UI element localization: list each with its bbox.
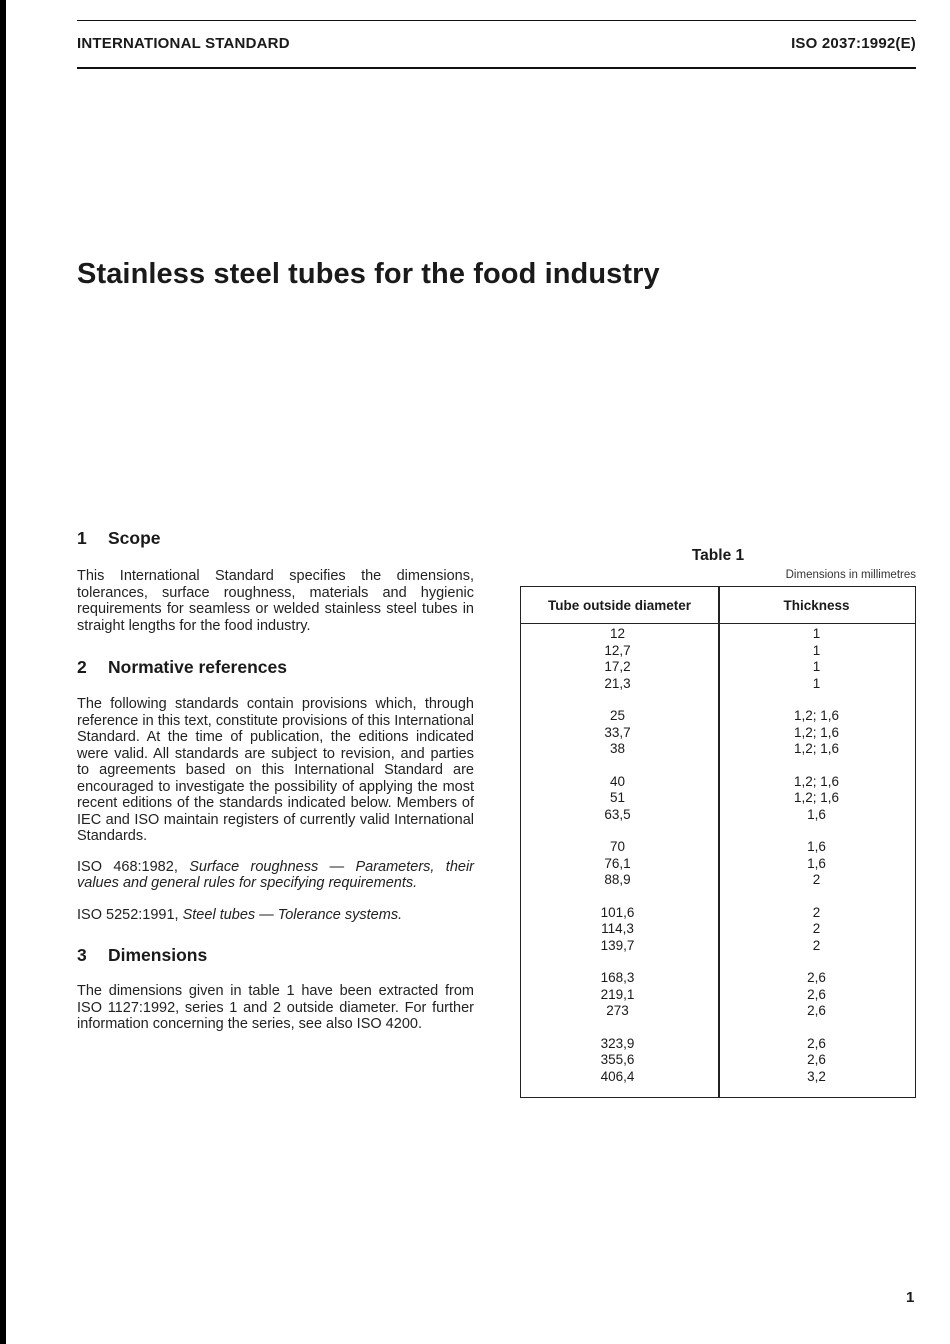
outside-diameter-cell [521, 970, 718, 1020]
thickness-value: 3,2 [807, 1068, 826, 1084]
document-title: Stainless steel tubes for the food industry [77, 258, 660, 290]
dimensions-text: The dimensions given in table 1 have been extracted from ISO 1127:1992, series 1 and 2 outside diameter. For further information concerning the series, see also ISO 4200. [77, 983, 474, 1032]
section-number: 3 [77, 945, 87, 965]
thickness-value: 2,6 [807, 970, 826, 985]
thickness-value: 1,2; 1,6 [793, 790, 840, 805]
section-title: Scope [108, 528, 161, 548]
thickness-value: 1,2; 1,6 [793, 741, 840, 756]
thickness-value: 1 [812, 675, 821, 691]
page-edge-bar [0, 0, 6, 1344]
od-value: 51 [609, 790, 626, 805]
page-number: 1 [906, 1289, 915, 1306]
thickness-value: 2,6 [807, 986, 826, 1002]
od-value: 101,6 [600, 904, 635, 920]
thickness-value: 1 [812, 659, 821, 674]
od-value: 323,9 [600, 1035, 635, 1051]
thickness-cell [718, 905, 915, 955]
top-rule [77, 20, 916, 21]
od-value: 139,7 [600, 937, 635, 953]
reference-item [77, 907, 474, 924]
table-row-group [521, 708, 915, 758]
section-heading-normative [77, 657, 474, 678]
thickness-value: 1,2; 1,6 [793, 773, 840, 789]
thickness-value: 2 [812, 921, 821, 936]
table-row-group [521, 970, 915, 1020]
thickness-value: 1,6 [807, 806, 826, 822]
outside-diameter-cell [521, 905, 718, 955]
od-value: 38 [609, 741, 626, 756]
od-value: 21,3 [604, 675, 631, 691]
table-row-group [521, 905, 915, 955]
table-units-note: Dimensions in millimetres [785, 569, 916, 581]
left-column [77, 528, 474, 1033]
section-number: 1 [77, 528, 87, 548]
dimensions-table [520, 586, 916, 1098]
thickness-cell [718, 708, 915, 758]
table-row-group [521, 839, 915, 889]
od-value: 114,3 [601, 921, 634, 936]
section-title: Normative references [108, 657, 287, 677]
section-heading-dimensions [77, 945, 474, 966]
od-value: 168,3 [600, 970, 635, 985]
thickness-cell [718, 970, 915, 1020]
header-left: INTERNATIONAL STANDARD [77, 35, 290, 52]
section-number: 2 [77, 657, 87, 677]
reference-code: ISO 5252:1991, [77, 906, 179, 923]
outside-diameter-cell [521, 1036, 718, 1086]
thickness-cell [718, 839, 915, 889]
header-outside-diameter: Tube outside diameter [547, 597, 692, 613]
table-body [521, 626, 915, 1085]
od-value: 33,7 [604, 724, 631, 740]
od-value: 25 [609, 708, 626, 723]
od-value: 273 [606, 1003, 629, 1018]
outside-diameter-cell [521, 626, 718, 692]
header-right: ISO 2037:1992(E) [791, 35, 916, 52]
table-row-group [521, 774, 915, 824]
thickness-value: 1 [812, 626, 821, 641]
outside-diameter-cell [521, 708, 718, 758]
reference-item [77, 859, 474, 892]
od-value: 12 [609, 626, 626, 641]
od-value: 406,4 [600, 1068, 635, 1084]
od-value: 355,6 [600, 1052, 635, 1067]
thickness-value: 2,6 [807, 1003, 826, 1018]
thickness-value: 2,6 [807, 1052, 826, 1067]
table-row-group [521, 1036, 915, 1086]
header-thickness: Thickness [783, 597, 850, 613]
thickness-value: 1 [812, 642, 821, 658]
reference-code: ISO 468:1982, [77, 858, 178, 875]
table-caption: Table 1 [691, 547, 745, 564]
section-heading-scope [77, 528, 474, 549]
outside-diameter-cell [521, 839, 718, 889]
od-value: 88,9 [604, 872, 631, 887]
thickness-cell [718, 626, 915, 692]
table-row-group [521, 626, 915, 692]
thickness-value: 2 [812, 937, 821, 953]
thickness-value: 1,2; 1,6 [793, 724, 840, 740]
od-value: 12,7 [604, 642, 631, 658]
normative-text: The following standards contain provisions which, through reference in this text, constitute provisions of this International Standard. At the time of publication, the editions indicated were valid. All standards are subject to revision, and parties to agreements based on this International Standard are encouraged to investigate the possibility of applying the most recent editions of the standards indicated below. Members of IEC and ISO maintain registers of currently valid International Standards. [77, 696, 474, 844]
scope-text: This International Standard specifies the dimensions, tolerances, surface roughness, materials and hygienic requirements for seamless or welded stainless steel tubes in straight lengths for the food industry. [77, 568, 474, 634]
thickness-value: 1,2; 1,6 [793, 708, 840, 723]
page-header [77, 35, 916, 52]
thickness-value: 2 [812, 904, 821, 920]
reference-title: Surface roughness — Parameters, their values and general rules for specifying requirements. [77, 858, 474, 891]
thickness-value: 2,6 [807, 1035, 826, 1051]
od-value: 76,1 [604, 855, 631, 871]
od-value: 219,1 [600, 986, 635, 1002]
od-value: 70 [609, 839, 626, 854]
outside-diameter-cell [521, 774, 718, 824]
reference-title: Steel tubes — Tolerance systems. [182, 906, 403, 923]
od-value: 17,2 [604, 659, 631, 674]
section-title: Dimensions [108, 945, 208, 965]
od-value: 40 [609, 773, 626, 789]
thickness-value: 1,6 [807, 855, 826, 871]
header-rule [77, 67, 916, 69]
thickness-value: 2 [812, 872, 821, 887]
od-value: 63,5 [604, 806, 631, 822]
thickness-cell [718, 774, 915, 824]
thickness-cell [718, 1036, 915, 1086]
thickness-value: 1,6 [807, 839, 826, 854]
